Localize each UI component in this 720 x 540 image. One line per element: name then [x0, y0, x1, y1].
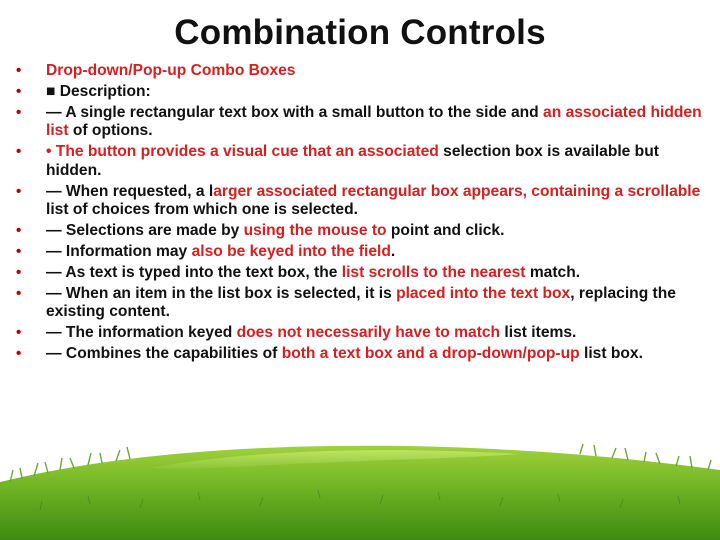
bullet-text: — The information keyed: [46, 324, 237, 342]
bullet-highlight-text: • The button provides a visual cue that an associated: [46, 143, 439, 161]
bullet-text: .: [390, 242, 396, 260]
bullet-dot-icon: •: [16, 62, 22, 79]
bullet-text: — A single rectangular text box with a small button to the side and: [46, 103, 544, 121]
bullet-dot-icon: •: [16, 103, 22, 121]
bullet-highlight-text: list scrolls to the nearest: [341, 263, 526, 281]
bullet-text: , replacing the existing content.: [46, 284, 676, 321]
bullet-dot-icon: •: [16, 263, 22, 281]
bullet-text: — Selections are made by: [46, 221, 244, 239]
bullet-dot-icon: •: [16, 324, 22, 342]
bullet-text: list items.: [500, 324, 577, 342]
bullet-highlight-text: placed into the text box: [396, 284, 571, 302]
bullet-highlight-text: does not necessarily have to match: [236, 324, 501, 342]
bullet-highlight-text: both a text box and a drop-down/pop-up: [281, 344, 580, 362]
bullet-highlight-text: also be keyed into the field: [191, 242, 391, 260]
bullet-highlight-text: Drop-down/Pop-up Combo Boxes: [46, 62, 296, 79]
bullet-item: [14, 324, 704, 343]
bullet-item: [14, 143, 704, 180]
bullet-item: [14, 183, 704, 220]
bullet-item: [14, 62, 704, 81]
bullet-text: point and click.: [386, 221, 505, 239]
bullet-highlight-text: using the mouse to: [243, 221, 387, 239]
bullet-highlight-text: an associated hidden list: [46, 103, 702, 140]
bullet-text: — When an item in the list box is selected, it is: [46, 284, 397, 302]
bullet-text: — Information may: [46, 242, 192, 260]
bullet-item: [14, 264, 704, 283]
bullet-list: [14, 62, 704, 366]
bullet-text: — Combines the capabilities of: [46, 344, 282, 362]
bullet-text: selection box is available but hidden.: [46, 143, 659, 179]
bullet-dot-icon: •: [16, 221, 22, 239]
bullet-dot-icon: •: [16, 284, 22, 302]
bullet-item: [14, 83, 704, 102]
grass-field-image: [0, 420, 720, 540]
bullet-text: — When requested, a l: [46, 182, 214, 200]
bullet-text: list of choices from which one is selected.: [46, 201, 358, 219]
slide-title: Combination Controls: [174, 13, 546, 52]
bullet-dot-icon: •: [16, 242, 22, 260]
bullet-dot-icon: •: [16, 143, 22, 161]
bullet-item: [14, 243, 704, 262]
bullet-text: ■ Description:: [46, 82, 151, 100]
bullet-text: — As text is typed into the text box, the: [46, 263, 342, 281]
bullet-item: [14, 285, 704, 322]
bullet-text: match.: [525, 263, 581, 281]
bullet-dot-icon: •: [16, 344, 22, 362]
bullet-text: list box.: [579, 344, 643, 362]
bullet-highlight-text: arger associated rectangular box appears, containing a scrollable: [213, 182, 701, 200]
bullet-dot-icon: •: [16, 182, 22, 200]
bullet-text: of options.: [68, 122, 153, 140]
grass-decoration: [0, 420, 720, 540]
bullet-item: [14, 104, 704, 141]
bullet-item: [14, 345, 704, 364]
bullet-dot-icon: •: [16, 82, 22, 100]
bullet-item: [14, 222, 704, 241]
